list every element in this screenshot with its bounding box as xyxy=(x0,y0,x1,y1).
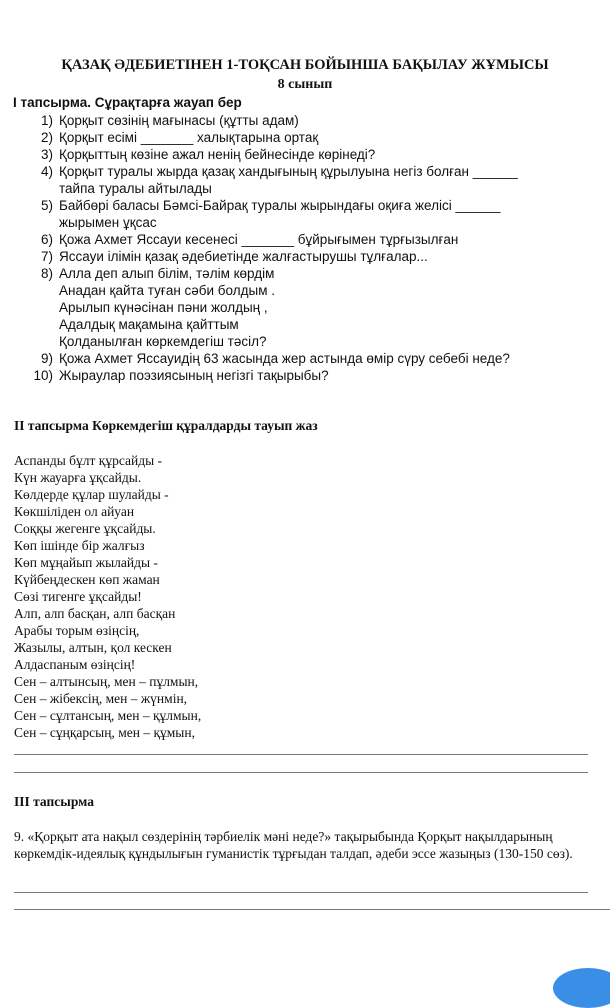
question-text xyxy=(59,231,573,248)
poem-line: Соққы жегенге ұқсайды. xyxy=(14,521,156,536)
question-text xyxy=(59,112,573,129)
question-item xyxy=(13,265,573,350)
question-line: Анадан қайта туған сәби болдым . xyxy=(59,283,275,298)
question-line: Қорқыттың көзіне ажал ненің бейнесінде көрінеді? xyxy=(59,147,376,162)
question-text xyxy=(59,146,573,163)
question-item xyxy=(13,367,573,384)
poem-line: Күн жауарға ұқсайды. xyxy=(14,470,142,485)
question-line: Қолданылған көркемдегіш тәсіл? xyxy=(59,334,267,349)
question-number: 3) xyxy=(40,147,53,162)
poem-line: Сен – алтынсың, мен – пұлмын, xyxy=(14,674,199,689)
question-number: 5) xyxy=(40,198,53,213)
floating-action-button[interactable] xyxy=(553,968,610,1008)
poem-text xyxy=(14,452,201,741)
answer-line[interactable] xyxy=(14,909,610,910)
poem-line: Сөзі тигенге ұқсайды! xyxy=(14,589,142,604)
question-line: Алла деп алып білім, тәлім көрдім xyxy=(59,266,275,281)
question-line: Адалдық мақамына қайттым xyxy=(59,317,239,332)
answer-line[interactable] xyxy=(14,772,588,773)
question-line: Қожа Ахмет Яссауидің 63 жасында жер астында өмір сүру себебі неде? xyxy=(59,351,510,366)
grade-label: 8 сынып xyxy=(277,77,333,92)
question-item xyxy=(13,112,573,129)
question-item xyxy=(13,231,573,248)
question-line: Арылып күнәсінан пәни жолдың , xyxy=(59,300,268,315)
question-text xyxy=(59,163,573,197)
question-number: 8) xyxy=(40,266,53,281)
question-number: 9) xyxy=(40,351,53,366)
question-text xyxy=(59,265,573,350)
question-line: Қорқыт сөзінің мағынасы (құтты адам) xyxy=(59,113,299,128)
question-text xyxy=(59,367,573,384)
poem-line: Көкшіліден ол айуан xyxy=(14,504,135,519)
poem-line: Сен – сұлтансың, мен – құлмын, xyxy=(14,708,202,723)
question-number: 7) xyxy=(40,249,53,264)
question-item xyxy=(13,248,573,265)
question-text xyxy=(59,197,573,231)
answer-line[interactable] xyxy=(14,892,588,893)
poem-line: Көлдерде құлар шулайды - xyxy=(14,487,169,502)
question-number: 10) xyxy=(33,368,53,383)
question-line: Қорқыт есімі _______ халықтарына ортақ xyxy=(59,130,319,145)
question-item xyxy=(13,350,573,367)
poem-line: Алдаспаным өзіңсің! xyxy=(14,657,136,672)
question-item xyxy=(13,146,573,163)
question-line: тайпа туралы айтылады xyxy=(59,181,212,196)
task1-heading: І тапсырма. Сұрақтарға жауап бер xyxy=(13,95,242,110)
essay-prompt: 9. «Қорқыт ата нақыл сөздерінің тәрбиелік мәні неде?» тақырыбында Қорқыт нақылдарының көркемдік-идеялық құндылығын гуманистік тұрғыдан талдап, әдеби эссе жазыңыз (130-150 сөз). xyxy=(14,829,573,861)
task2-heading: ІІ тапсырма Көркемдегіш құралдарды тауып жаз xyxy=(14,418,318,433)
poem-line: Көп мұңайып жылайды - xyxy=(14,555,158,570)
question-number: 2) xyxy=(40,130,53,145)
question-line: Қорқыт туралы жырда қазақ хандығының құрылуына негіз болған ______ xyxy=(59,164,518,179)
poem-line: Аспанды бұлт құрсайды - xyxy=(14,453,163,468)
poem-line: Жазылы, алтын, қол кескен xyxy=(14,640,172,655)
answer-line[interactable] xyxy=(14,754,588,755)
question-text xyxy=(59,129,573,146)
question-line: Жыраулар поэзиясының негізгі тақырыбы? xyxy=(59,368,329,383)
task1-question-list xyxy=(13,112,573,384)
question-number: 1) xyxy=(40,113,53,128)
question-line: Яссауи ілімін қазақ әдебиетінде жалғастырушы тұлғалар... xyxy=(59,249,428,264)
question-line: Байбөрі баласы Бәмсі-Байрақ туралы жырындағы оқиға желісі ______ xyxy=(59,198,501,213)
poem-line: Сен – сұңқарсың, мен – құмын, xyxy=(14,725,195,740)
question-line: Қожа Ахмет Яссауи кесенесі _______ бұйрығымен тұрғызылған xyxy=(59,232,459,247)
poem-line: Күйбеңдескен көп жаман xyxy=(14,572,160,587)
question-text xyxy=(59,248,573,265)
document-title: ҚАЗАҚ ӘДЕБИЕТІНЕН 1-ТОҚСАН БОЙЫНША БАҚЫЛАУ ЖҰМЫСЫ xyxy=(61,57,549,73)
poem-line: Сен – жібексің, мен – жүнмін, xyxy=(14,691,188,706)
question-number: 4) xyxy=(40,164,53,179)
task3-heading: ІІІ тапсырма xyxy=(14,794,94,809)
question-text xyxy=(59,350,573,367)
poem-line: Көп ішінде бір жалғыз xyxy=(14,538,145,553)
poem-line: Арабы торым өзіңсің, xyxy=(14,623,140,638)
question-item xyxy=(13,129,573,146)
question-line: жырымен ұқсас xyxy=(59,215,157,230)
question-item xyxy=(13,163,573,197)
question-item xyxy=(13,197,573,231)
poem-line: Алп, алп басқан, алп басқан xyxy=(14,606,176,621)
question-number: 6) xyxy=(40,232,53,247)
